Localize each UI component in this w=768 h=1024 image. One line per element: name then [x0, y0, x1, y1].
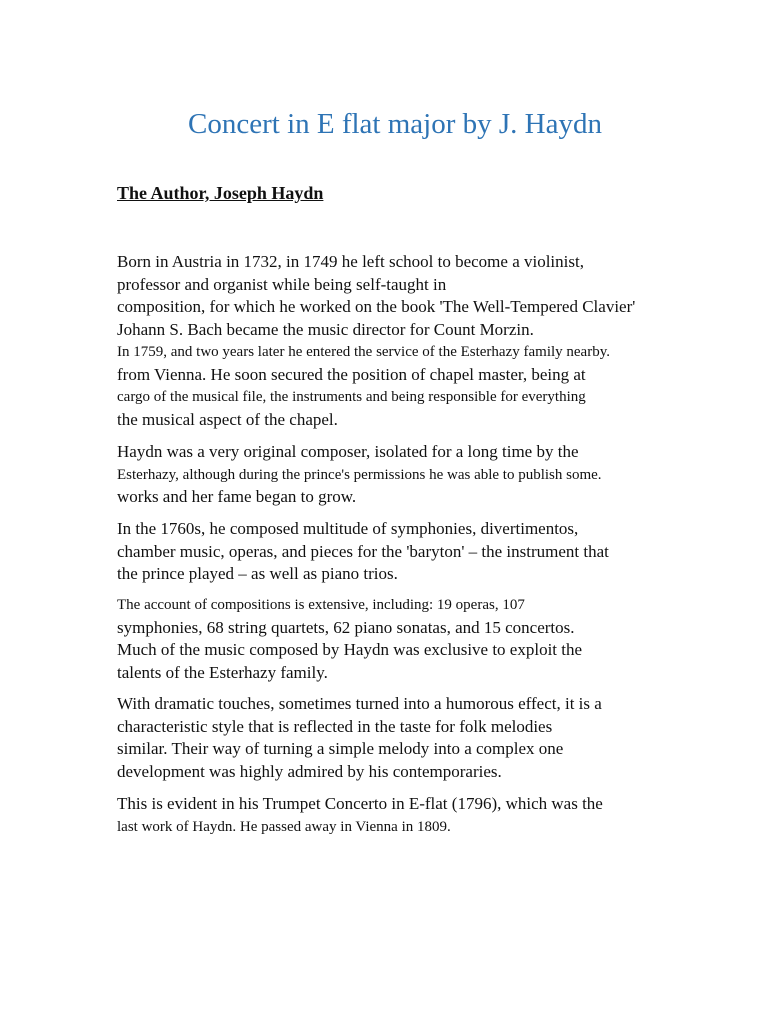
- document-title: Concert in E flat major by J. Haydn: [188, 108, 602, 140]
- paragraph-line: professor and organist while being self-taught in: [117, 274, 447, 294]
- paragraph-line: last work of Haydn. He passed away in Vienna in 1809.: [117, 818, 451, 835]
- paragraph-line: characteristic style that is reflected in the taste for folk melodies: [117, 716, 553, 736]
- paragraph-line: works and her fame began to grow.: [117, 487, 357, 506]
- paragraph-line: the musical aspect of the chapel.: [117, 409, 338, 429]
- paragraph-line: symphonies, 68 string quartets, 62 piano sonatas, and 15 concertos.: [117, 617, 575, 637]
- paragraph-line: development was highly admired by his contemporaries.: [117, 761, 502, 781]
- paragraph-line: Born in Austria in 1732, in 1749 he left school to become a violinist,: [117, 252, 584, 271]
- paragraph-line: cargo of the musical file, the instruments and being responsible for everything: [117, 389, 586, 405]
- paragraph-line: similar. Their way of turning a simple melody into a complex one: [117, 739, 564, 758]
- paragraph-line: With dramatic touches, sometimes turned into a humorous effect, it is a: [117, 694, 602, 713]
- paragraph-1: [117, 251, 635, 431]
- paragraph-line: the prince played – as well as piano trios.: [117, 564, 398, 583]
- paragraph-line: Haydn was a very original composer, isolated for a long time by the: [117, 442, 579, 461]
- section-heading: The Author, Joseph Haydn: [117, 183, 324, 203]
- paragraph-4: [117, 594, 582, 684]
- paragraph-3: [117, 518, 609, 586]
- paragraph-line: Esterhazy, although during the prince's permissions he was able to publish some.: [117, 466, 602, 483]
- paragraph-line: Much of the music composed by Haydn was exclusive to exploit the: [117, 640, 583, 659]
- paragraph-2: [117, 441, 602, 509]
- paragraph-line: This is evident in his Trumpet Concerto in E-flat (1796), which was the: [117, 794, 603, 813]
- paragraph-line: chamber music, operas, and pieces for the 'baryton' – the instrument that: [117, 541, 609, 561]
- paragraph-line: The account of compositions is extensive, including: 19 operas, 107: [117, 597, 525, 613]
- paragraph-line: Johann S. Bach became the music director for Count Morzin.: [117, 319, 534, 339]
- paragraph-line: In 1759, and two years later he entered the service of the Esterhazy family nearby.: [117, 344, 610, 360]
- paragraph-line: composition, for which he worked on the book 'The Well-Tempered Clavier': [117, 297, 636, 316]
- paragraph-6: [117, 793, 603, 838]
- paragraph-line: In the 1760s, he composed multitude of symphonies, divertimentos,: [117, 519, 579, 538]
- paragraph-5: [117, 693, 602, 783]
- paragraph-line: talents of the Esterhazy family.: [117, 662, 328, 682]
- paragraph-line: from Vienna. He soon secured the position of chapel master, being at: [117, 364, 586, 384]
